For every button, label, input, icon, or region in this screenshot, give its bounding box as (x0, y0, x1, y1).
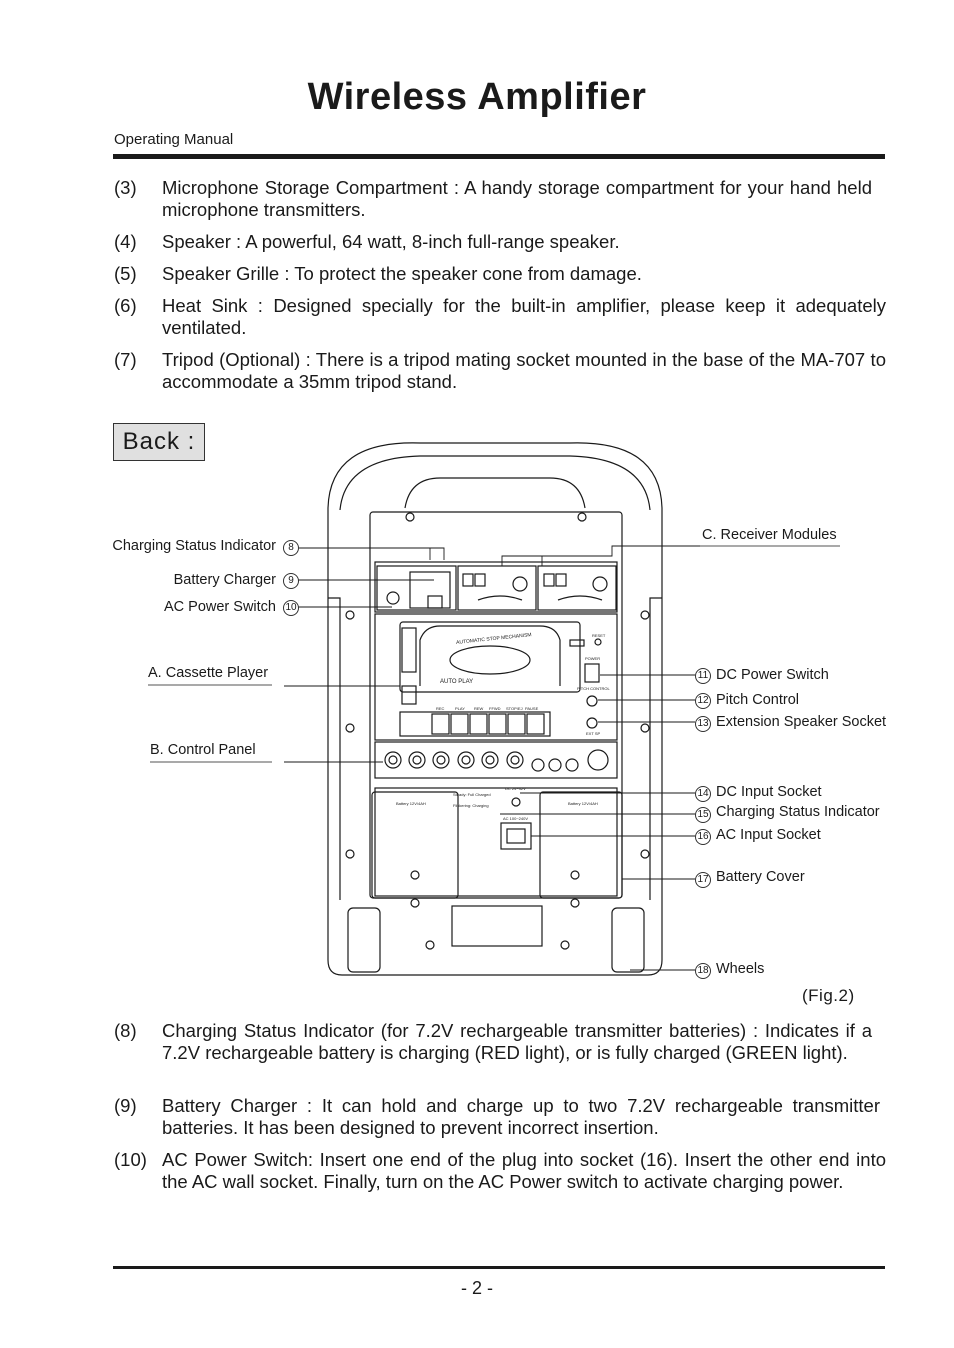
item-text: Speaker Grille : To protect the speaker cone from damage. (162, 263, 642, 284)
callout-number: 17 (695, 872, 711, 888)
pitch-text: PITCH CONTROL (577, 686, 610, 691)
callout-number: 14 (695, 786, 711, 802)
battery-right-text: Battery 12V/4AH (568, 801, 598, 806)
callout-label: AC Input Socket (716, 827, 821, 843)
battery-left-text: Battery 12V/4AH (396, 801, 426, 806)
item-number: (7) (114, 349, 137, 370)
callout-number: 9 (283, 573, 299, 589)
callout-number: 18 (695, 963, 711, 979)
back-section-label: Back : (113, 423, 205, 461)
callout-number: 12 (695, 693, 711, 709)
flicker-text: Flickering: Charging (453, 803, 489, 808)
callout-label: AC Power Switch (163, 599, 276, 615)
item-number: (5) (114, 263, 137, 284)
callout-label: Battery Cover (716, 869, 805, 885)
callout-label: DC Input Socket (716, 784, 822, 800)
section-label-c: C. Receiver Modules (702, 527, 837, 543)
callout-label: Battery Charger (173, 572, 276, 588)
callout-number: 10 (283, 600, 299, 616)
reset-text: RESET (592, 633, 606, 638)
section-label-a: A. Cassette Player (148, 665, 269, 681)
key-label: FFWD (489, 706, 501, 711)
list-item (114, 1095, 886, 1139)
item-number: (6) (114, 295, 137, 316)
item-number: (4) (114, 231, 137, 252)
list-item (114, 1020, 886, 1086)
item-number: (8) (114, 1020, 137, 1041)
dc-input-text: DC 24~32V (505, 786, 526, 791)
callout-number: 15 (695, 807, 711, 823)
callout-label: Charging Status Indicator (112, 538, 276, 554)
extsp-text: EXT SP (586, 731, 601, 736)
footer-rule (113, 1266, 885, 1269)
callout-number: 8 (283, 540, 299, 556)
item-text: Heat Sink : Designed specially for the built-in amplifier, please keep it adequately ventilated. (162, 295, 886, 338)
item-text: Battery Charger : It can hold and charge up to two 7.2V rechargeable transmitter batteries. It has been designed to prevent incorrect insertion. (162, 1095, 880, 1138)
cassette-brand-text: AUTOMATIC STOP MECHANISM (455, 632, 532, 646)
figure-caption: (Fig.2) (802, 986, 855, 1005)
item-text: Speaker : A powerful, 64 watt, 8-inch full-range speaker. (162, 231, 620, 252)
callout-label: DC Power Switch (716, 667, 829, 683)
power-text: POWER (585, 656, 601, 661)
item-number: (9) (114, 1095, 137, 1116)
key-label: REW (474, 706, 484, 711)
section-label-b: B. Control Panel (150, 742, 256, 758)
callout-label: Extension Speaker Socket (716, 714, 887, 730)
callout-label: Pitch Control (716, 692, 800, 708)
key-label: REC (436, 706, 445, 711)
callout-label: Wheels (716, 961, 765, 977)
item-number: (3) (114, 177, 137, 198)
item-number: (10) (114, 1149, 147, 1170)
callout-label: Charging Status Indicator (716, 804, 880, 820)
steady-text: Steady: Full Charged (453, 792, 491, 797)
page-subtitle: Operating Manual (114, 131, 234, 148)
item-text: AC Power Switch: Insert one end of the plug into socket (16). Insert the other end into the AC wall socket. Finally, turn on the AC Power switch to activate charging power. (162, 1149, 886, 1192)
item-text: Microphone Storage Compartment : A handy storage compartment for your hand held microphone transmitters. (162, 177, 872, 220)
ac-input-text: AC 100~240V (503, 816, 529, 821)
key-label: PLAY (455, 706, 465, 711)
callout-number: 16 (695, 829, 711, 845)
key-label: PAUSE (525, 706, 539, 711)
page-title: Wireless Amplifier (307, 76, 647, 118)
page-number: - 2 - (460, 1278, 493, 1298)
item-text: Charging Status Indicator (for 7.2V rechargeable transmitter batteries) : Indicates if a 7.2V rechargeable battery is charging (RED light), or is fully charged (GREEN light). (162, 1020, 872, 1063)
item-text: Tripod (Optional) : There is a tripod mating socket mounted in the base of the MA-707 to accommodate a 35mm tripod stand. (162, 349, 886, 392)
callout-number: 13 (695, 716, 711, 732)
list-item (114, 1149, 886, 1215)
callout-number: 11 (695, 668, 711, 684)
autoplay-text: AUTO PLAY (440, 679, 474, 685)
key-label: STOP/EJ (506, 706, 523, 711)
